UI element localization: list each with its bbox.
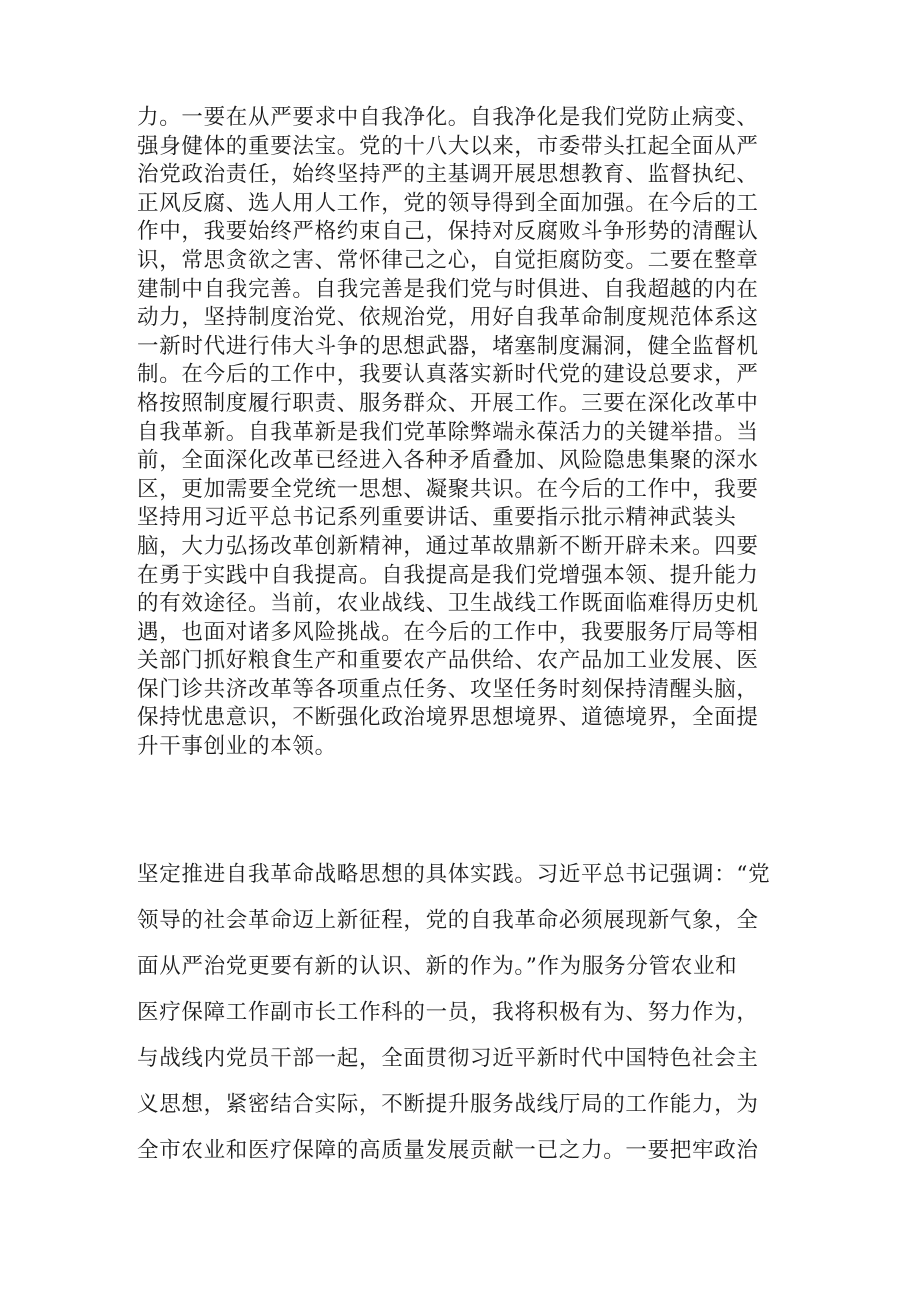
text-line: 治党政治责任，始终坚持严的主基调开展思想教育、监督执纪、 — [137, 162, 759, 188]
text-line: 坚定推进自我革命战略思想的具体实践。习近平总书记强调：“党 — [137, 862, 771, 887]
text-line: 动力，坚持制度治党、依规治党，用好自我革命制度规范体系这 — [137, 305, 759, 331]
text-line: 建制中自我完善。自我完善是我们党与时俱进、自我超越的内在 — [137, 276, 759, 302]
text-line: 正风反腐、选人用人工作，党的领导得到全面加强。在今后的工 — [137, 190, 759, 216]
text-line: 遇，也面对诸多风险挑战。在今后的工作中，我要服务厅局等相 — [137, 619, 759, 645]
text-line: 作中，我要始终严格约束自己，保持对反腐败斗争形势的清醒认 — [137, 219, 759, 245]
text-line: 升干事创业的本领。 — [137, 734, 337, 760]
text-line: 关部门抓好粮食生产和重要农产品供给、农产品加工业发展、医 — [137, 648, 759, 674]
text-line: 保门诊共济改革等各项重点任务、攻坚任务时刻保持清醒头脑， — [137, 676, 759, 702]
text-line: 一新时代进行伟大斗争的思想武器，堵塞制度漏洞，健全监督机 — [137, 333, 759, 359]
text-line: 格按照制度履行职责、服务群众、开展工作。三要在深化改革中 — [137, 390, 759, 416]
text-line: 制。在今后的工作中，我要认真落实新时代党的建设总要求，严 — [137, 362, 759, 388]
text-line: 坚持用习近平总书记系列重要讲话、重要指示批示精神武装头 — [137, 505, 737, 531]
text-line: 自我革新。自我革新是我们党革除弊端永葆活力的关键举措。当 — [137, 419, 759, 445]
paragraph-2 — [137, 852, 797, 1174]
text-line: 识，常思贪欲之害、常怀律己之心，自觉拒腐防变。二要在整章 — [137, 247, 759, 273]
text-line: 与战线内党员干部一起，全面贯彻习近平新时代中国特色社会主 — [137, 1046, 759, 1071]
text-line: 力。一要在从严要求中自我净化。自我净化是我们党防止病变、 — [137, 105, 759, 130]
text-line: 面从严治党更要有新的认识、新的作为。”作为服务分管农业和 — [137, 954, 738, 979]
text-line: 医疗保障工作副市长工作科的一员，我将积极有为、努力作为， — [137, 1000, 759, 1025]
text-line: 前，全面深化改革已经进入各种矛盾叠加、风险隐患集聚的深水 — [137, 448, 759, 474]
paragraph-1 — [137, 104, 797, 762]
text-line: 领导的社会革命迈上新征程，党的自我革命必须展现新气象，全 — [137, 908, 759, 933]
text-line: 区，更加需要全党统一思想、凝聚共识。在今后的工作中，我要 — [137, 476, 759, 502]
text-line: 保持忧患意识，不断强化政治境界思想境界、道德境界，全面提 — [137, 705, 759, 731]
text-line: 的有效途径。当前，农业战线、卫生战线工作既面临难得历史机 — [137, 591, 759, 617]
text-line: 强身健体的重要法宝。党的十八大以来，市委带头扛起全面从严 — [137, 133, 759, 159]
text-line: 义思想，紧密结合实际，不断提升服务战线厅局的工作能力，为 — [137, 1092, 759, 1117]
text-line: 全市农业和医疗保障的高质量发展贡献一已之力。一要把牢政治 — [137, 1138, 759, 1163]
text-line: 在勇于实践中自我提高。自我提高是我们党增强本领、提升能力 — [137, 562, 759, 588]
text-line: 脑，大力弘扬改革创新精神，通过革故鼎新不断开辟未来。四要 — [137, 533, 759, 559]
